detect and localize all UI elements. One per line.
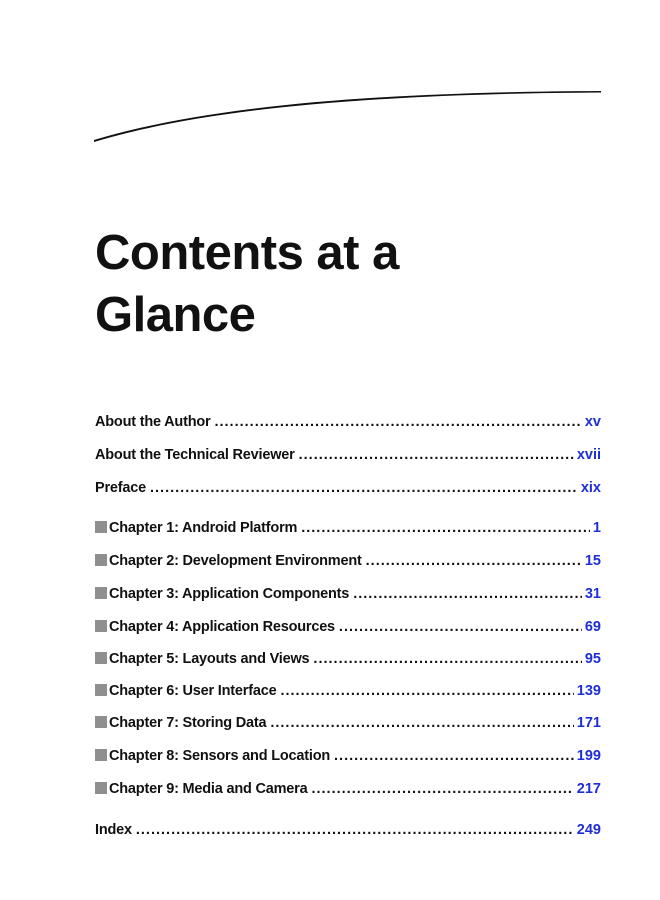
dot-leader [270,713,573,733]
decorative-swoosh [0,0,660,160]
chapter-marker-icon [95,749,107,761]
chapter-marker-icon [95,652,107,664]
swoosh-curve [94,91,601,142]
toc-entry-label: Chapter 9: Media and Camera [109,781,308,797]
chapter-marker-icon [95,684,107,696]
toc-entry-label: Chapter 8: Sensors and Location [109,748,331,764]
toc-page-link[interactable]: 171 [576,715,601,731]
toc-entry-label: Preface [95,480,146,496]
toc-entry-label: Chapter 3: Application Components [109,586,350,602]
dot-leader [136,820,574,840]
toc-entry-technical-reviewer[interactable] [95,445,601,465]
chapter-marker-icon [95,587,107,599]
toc-entry-label: Chapter 5: Layouts and Views [109,651,310,667]
toc-entry-label: Chapter 2: Development Environment [109,553,362,569]
toc-entry-label: Chapter 6: User Interface [109,683,277,699]
dot-leader [150,478,578,498]
toc-page-link[interactable]: 199 [576,748,601,764]
page-title-line-1: Contents at a [95,226,399,280]
page-title [95,222,399,346]
page-title-line-2: Glance [95,288,256,342]
dot-leader [353,584,582,604]
toc-entry-chapter-8[interactable] [95,746,601,766]
dot-leader [299,445,574,465]
dot-leader [366,551,582,571]
dot-leader [301,518,590,538]
toc-entry-index[interactable] [95,820,601,840]
toc-entry-chapter-5[interactable] [95,649,601,669]
dot-leader [280,681,573,701]
toc-entry-chapter-6[interactable] [95,681,601,701]
toc-entry-chapter-3[interactable] [95,584,601,604]
chapter-marker-icon [95,716,107,728]
toc-page-link[interactable]: 1 [592,520,601,536]
chapter-marker-icon [95,521,107,533]
chapter-marker-icon [95,782,107,794]
toc-page-link[interactable]: xix [580,480,601,496]
dot-leader [311,779,573,799]
toc-entry-chapter-9[interactable] [95,779,601,799]
toc-entry-label: About the Author [95,414,211,430]
toc-page-link[interactable]: 95 [584,651,601,667]
chapter-marker-icon [95,620,107,632]
dot-leader [313,649,581,669]
toc-entry-preface[interactable] [95,478,601,498]
toc-page-link[interactable]: 31 [584,586,601,602]
toc-entry-chapter-1[interactable] [95,518,601,538]
toc-entry-label: Chapter 4: Application Resources [109,619,335,635]
toc-page-link[interactable]: 217 [576,781,601,797]
toc-entry-chapter-4[interactable] [95,617,601,637]
toc-entry-label: Chapter 7: Storing Data [109,715,267,731]
toc-page-link[interactable]: 15 [584,553,601,569]
toc-page-link[interactable]: 249 [576,822,601,838]
toc-page-link[interactable]: xvii [576,447,601,463]
toc-entry-label: Chapter 1: Android Platform [109,520,298,536]
chapter-marker-icon [95,554,107,566]
dot-leader [214,412,581,432]
dot-leader [339,617,582,637]
toc-page-link[interactable]: xv [584,414,601,430]
toc-entry-label: Index [95,822,132,838]
toc-entry-label: About the Technical Reviewer [95,447,295,463]
toc-page-link[interactable]: 139 [576,683,601,699]
toc-page-link[interactable]: 69 [584,619,601,635]
dot-leader [334,746,574,766]
toc-entry-chapter-7[interactable] [95,713,601,733]
toc-entry-about-author[interactable] [95,412,601,432]
toc-entry-chapter-2[interactable] [95,551,601,571]
